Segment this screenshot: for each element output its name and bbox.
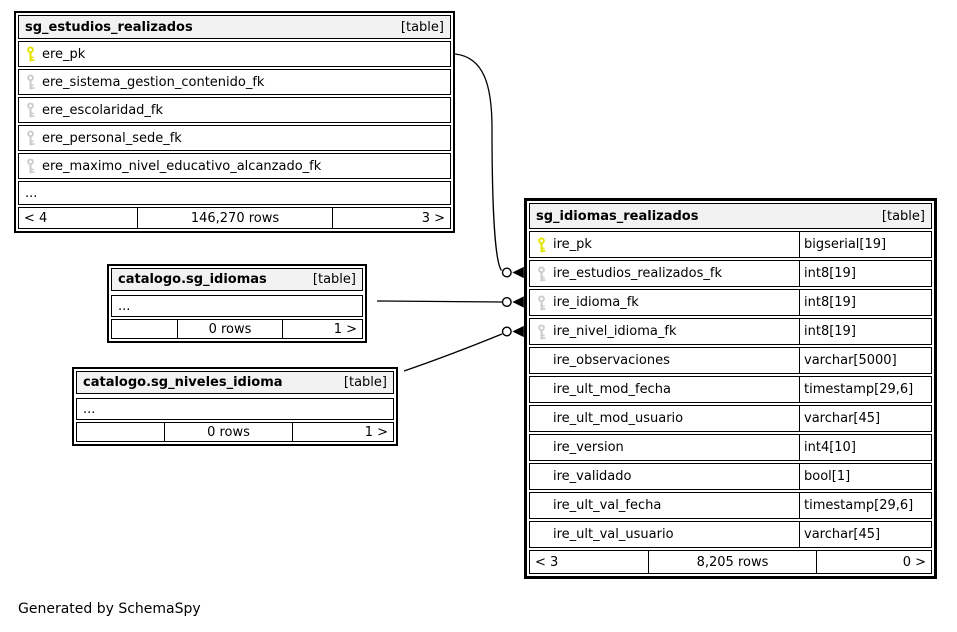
- table-sg-estudios-realizados[interactable]: [14, 11, 455, 233]
- footer-parents-count: < 4: [24, 210, 48, 226]
- column-name: ire_ult_val_usuario: [553, 527, 674, 542]
- column-name-cell[interactable]: [530, 261, 799, 286]
- column-type-cell: [799, 493, 931, 518]
- column-row[interactable]: [529, 434, 932, 461]
- column-name: ire_pk: [553, 237, 592, 252]
- column-row[interactable]: [529, 318, 932, 345]
- column-name-cell[interactable]: [530, 406, 799, 431]
- table-footer: [111, 319, 363, 339]
- table-sg-idiomas-realizados[interactable]: [524, 198, 937, 579]
- column-name: ere_pk: [42, 46, 86, 62]
- table-title[interactable]: sg_idiomas_realizados: [536, 208, 699, 224]
- footer-row-count: 8,205 rows: [648, 551, 817, 573]
- column-name: ire_ult_mod_usuario: [553, 411, 684, 426]
- column-name-cell[interactable]: [530, 290, 799, 315]
- column-name-cell[interactable]: [19, 126, 450, 150]
- column-row[interactable]: [18, 41, 451, 67]
- footer-children-count: 0 >: [902, 554, 926, 570]
- table-header[interactable]: [529, 203, 932, 229]
- table-title[interactable]: catalogo.sg_idiomas: [118, 272, 267, 287]
- footer-parents-count: [77, 423, 164, 441]
- column-row[interactable]: [529, 492, 932, 519]
- column-type: timestamp[29,6]: [804, 498, 914, 513]
- column-type: varchar[5000]: [804, 353, 897, 368]
- column-row[interactable]: [529, 347, 932, 374]
- table-title[interactable]: sg_estudios_realizados: [25, 19, 193, 35]
- column-row[interactable]: [18, 153, 451, 179]
- column-list: [529, 231, 932, 548]
- column-row[interactable]: [529, 376, 932, 403]
- column-type: int4[10]: [804, 440, 856, 455]
- footer-row-count: 0 rows: [177, 320, 283, 338]
- column-name: ire_idioma_fk: [553, 295, 639, 310]
- column-name: ire_ult_mod_fecha: [553, 382, 671, 397]
- table-header[interactable]: [18, 15, 451, 39]
- ellipsis-row: ...: [111, 295, 363, 317]
- column-name-cell[interactable]: [530, 377, 799, 402]
- column-row[interactable]: [529, 231, 932, 258]
- table-type-badge: [table]: [400, 19, 444, 35]
- ellipsis-row: ...: [18, 181, 451, 205]
- column-type-cell: [799, 522, 931, 547]
- table-type-badge: [table]: [312, 272, 356, 287]
- column-name-cell[interactable]: [530, 464, 799, 489]
- column-name-cell[interactable]: [530, 319, 799, 344]
- footer-children-count: 3 >: [421, 210, 445, 226]
- relationship-line-estudios-realizados: [455, 54, 502, 271]
- primary-key-icon: [536, 237, 547, 253]
- column-type-cell: [799, 464, 931, 489]
- table-footer: [76, 422, 394, 442]
- foreign-key-icon: [25, 102, 36, 118]
- column-name-cell[interactable]: [19, 98, 450, 122]
- table-header[interactable]: [111, 268, 363, 291]
- column-type-cell: [799, 319, 931, 344]
- table-type-badge: [table]: [343, 375, 387, 390]
- relationship-line-idiomas: [377, 301, 502, 302]
- table-catalogo-sg-idiomas[interactable]: [107, 264, 367, 343]
- column-row[interactable]: [18, 69, 451, 95]
- cardinality-circle: [503, 268, 512, 277]
- table-title[interactable]: catalogo.sg_niveles_idioma: [83, 375, 283, 390]
- column-name-cell[interactable]: [530, 493, 799, 518]
- table-catalogo-sg-niveles-idioma[interactable]: [72, 367, 398, 446]
- column-row[interactable]: [18, 97, 451, 123]
- footer-children-count: 1 >: [333, 321, 357, 337]
- column-name: ire_estudios_realizados_fk: [553, 266, 722, 281]
- column-list: [18, 41, 451, 179]
- column-type: bool[1]: [804, 469, 851, 484]
- column-type-cell: [799, 290, 931, 315]
- column-type: varchar[45]: [804, 527, 881, 542]
- column-type: int8[19]: [804, 295, 856, 310]
- column-type: int8[19]: [804, 324, 856, 339]
- relationship-arrowhead: [512, 267, 523, 278]
- column-name-cell[interactable]: [19, 42, 450, 66]
- column-name: ire_nivel_idioma_fk: [553, 324, 677, 339]
- column-name: ere_personal_sede_fk: [42, 130, 182, 146]
- column-type: varchar[45]: [804, 411, 881, 426]
- foreign-key-icon: [536, 295, 547, 311]
- relationship-line-niveles-idioma: [404, 334, 502, 371]
- cardinality-circle: [503, 298, 512, 307]
- ellipsis-row: ...: [76, 398, 394, 420]
- footer-row-count: 146,270 rows: [137, 208, 333, 228]
- foreign-key-icon: [536, 266, 547, 282]
- footer-children-count: 1 >: [364, 424, 388, 440]
- generator-credit: Generated by SchemaSpy: [18, 601, 201, 617]
- column-row[interactable]: [529, 289, 932, 316]
- table-footer: [18, 207, 451, 229]
- column-name: ire_observaciones: [553, 353, 670, 368]
- foreign-key-icon: [25, 74, 36, 90]
- column-name: ire_version: [553, 440, 624, 455]
- column-name: ere_sistema_gestion_contenido_fk: [42, 74, 265, 90]
- footer-parents-count: [112, 320, 177, 338]
- table-header[interactable]: [76, 371, 394, 394]
- column-type-cell: [799, 377, 931, 402]
- column-type: int8[19]: [804, 266, 856, 281]
- column-row[interactable]: [529, 463, 932, 490]
- primary-key-icon: [25, 46, 36, 62]
- column-name-cell[interactable]: [530, 348, 799, 373]
- column-type-cell: [799, 406, 931, 431]
- column-type-cell: [799, 232, 931, 257]
- column-type: timestamp[29,6]: [804, 382, 914, 397]
- column-type-cell: [799, 261, 931, 286]
- column-name-cell[interactable]: [19, 154, 450, 178]
- table-type-badge: [table]: [881, 208, 925, 224]
- column-name: ire_validado: [553, 469, 632, 484]
- foreign-key-icon: [25, 130, 36, 146]
- foreign-key-icon: [536, 324, 547, 340]
- column-name-cell[interactable]: [19, 70, 450, 94]
- relationship-arrowhead: [512, 296, 523, 307]
- column-name: ere_escolaridad_fk: [42, 102, 164, 118]
- table-footer: [529, 550, 932, 574]
- column-name-cell[interactable]: [530, 435, 799, 460]
- column-row[interactable]: [529, 260, 932, 287]
- footer-parents-count: < 3: [535, 554, 559, 570]
- column-name-cell[interactable]: [530, 232, 799, 257]
- foreign-key-icon: [25, 158, 36, 174]
- column-name-cell[interactable]: [530, 522, 799, 547]
- column-row[interactable]: [529, 405, 932, 432]
- footer-row-count: 0 rows: [164, 423, 293, 441]
- column-name: ire_ult_val_fecha: [553, 498, 662, 513]
- column-row[interactable]: [529, 521, 932, 548]
- column-row[interactable]: [18, 125, 451, 151]
- relationship-arrowhead: [512, 326, 523, 337]
- column-type-cell: [799, 435, 931, 460]
- column-type-cell: [799, 348, 931, 373]
- cardinality-circle: [503, 327, 512, 336]
- column-type: bigserial[19]: [804, 237, 887, 252]
- column-name: ere_maximo_nivel_educativo_alcanzado_fk: [42, 158, 322, 174]
